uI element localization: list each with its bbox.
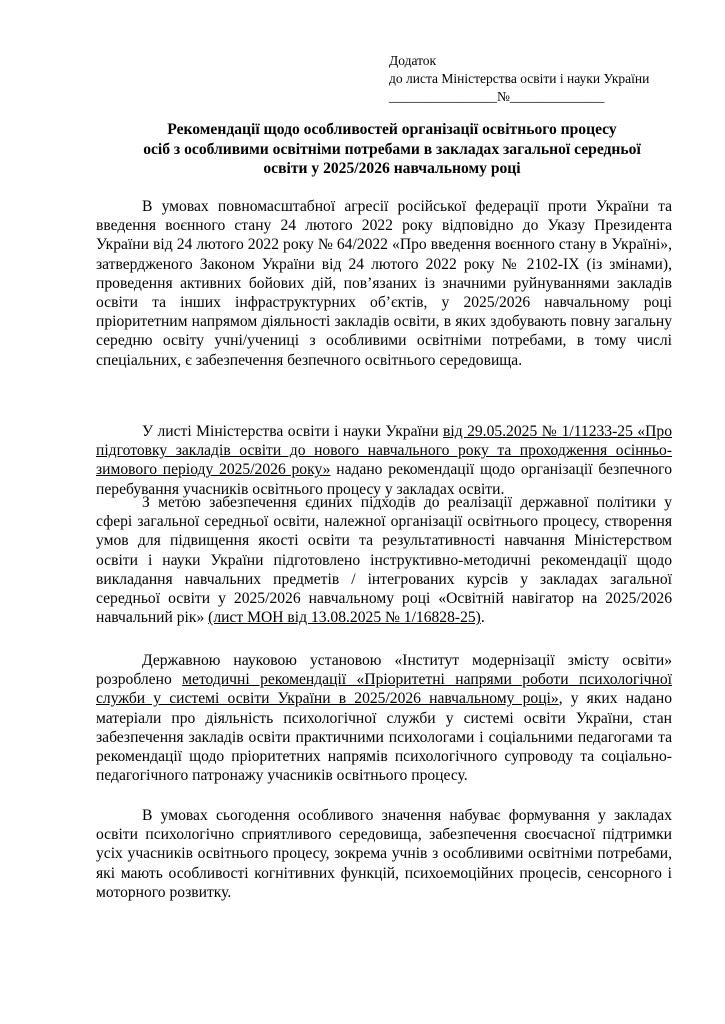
paragraph-5 bbox=[96, 806, 672, 902]
paragraph-3 bbox=[96, 493, 672, 627]
paragraph-2-text-start: У листі Міністерства освіти і науки України bbox=[142, 423, 443, 440]
paragraph-3-text-end: . bbox=[480, 609, 485, 627]
paragraph-4 bbox=[96, 651, 672, 785]
appendix-ministry-line: до листа Міністерства освіти і науки України bbox=[389, 71, 650, 86]
document-title bbox=[96, 120, 688, 179]
paragraph-5-text: В умовах сьогодення особливого значення набуває формування у закладах освіти психологічно сприятливого середовища, забезпечення своєчасної підтримки усіх учасників освітнього процесу, зокрема учнів з особливими освітніми потребами, які мають особливості когнітивних функцій, психоемоційних процесів, сенсорного і моторного розвитку. bbox=[96, 807, 672, 901]
title-line-3: освіти у 2025/2026 навчальному році bbox=[263, 160, 521, 177]
letter-link-29-05-2025[interactable]: від 29.05.2025 № 1/11233-25 «Про підготовку закладів освіти до нового навчального року та проходження осінньо-зимового періоду 2025/2026 року» bbox=[96, 423, 672, 479]
paragraph-2 bbox=[96, 422, 672, 499]
appendix-header bbox=[389, 52, 649, 106]
title-line-2: осіб з особливими освітніми потребами в закладах загальної середньої bbox=[143, 140, 641, 158]
appendix-label: Додаток bbox=[389, 53, 437, 68]
paragraph-1-text: В умовах повномасштабної агресії російської федерації проти України та введення воєнного стану 24 лютого 2022 року відповідно до Указу Президента України від 24 лютого 2022 року № 64/2022 «Про введення воєнного стану в Україні», затвердженого Законом України від 24 лютого 2022 року № 2102-IX (із змінами), проведення активних бойових дій, пов’язаних із значними руйнуваннями закладів освіти та інших інфраструктурних об’єктів, у 2025/2026 навчальному році пріоритетним напрямом діяльності закладів освіти, в яких здобувають повну загальну середню освіту учні/учениці з особливими освітніми потребами, в тому числі спеціальних, є забезпечення безпечного освітнього середовища. bbox=[96, 198, 672, 369]
paragraph-1 bbox=[96, 197, 672, 370]
paragraph-4-text-end: , у яких надано матеріали про діяльність психологічної служби у системі освіти України, стан забезпечення закладів освіти практичними психологами і соціальними педагогами та рекомендації щодо пріоритетних напрямів психологічного супроводу та соціально-педагогічного патронажу учасників освітнього процесу. bbox=[96, 690, 672, 785]
paragraph-4-text-start: Державною науковою установою «Інститут модернізації змісту освіти» розроблено bbox=[96, 652, 672, 689]
letter-link-13-08-2025[interactable]: (лист МОН від 13.08.2025 № 1/16828-25) bbox=[208, 609, 481, 627]
paragraph-2-text-end: надано рекомендації щодо організації безпечного перебування учасників освітнього процесу у закладах освіти. bbox=[96, 461, 672, 498]
title-line-1: Рекомендації щодо особливостей організації освітнього процесу bbox=[167, 121, 617, 138]
methodical-recommendations-link[interactable]: методичні рекомендації «Пріоритетні напрями роботи психологічної служби у системі освіти України в 2025/2026 навчальному році» bbox=[96, 671, 672, 708]
paragraph-3-text-start: З метою забезпечення єдиних підходів до реалізації державної політики у сфері загальної середньої освіти, належної організації освітнього процесу, створення умов для підвищення якості освіти та результативності навчання Міністерством освіти і науки України підготовлено інструктивно-методичні рекомендації щодо викладання навчальних предметів / інтегрованих курсів у закладах загальної середньої освіти у 2025/2026 навчальному році «Освітній навігатор на 2025/2026 навчальний рік» bbox=[96, 494, 672, 627]
appendix-number-line: ________________№______________ bbox=[389, 89, 605, 104]
